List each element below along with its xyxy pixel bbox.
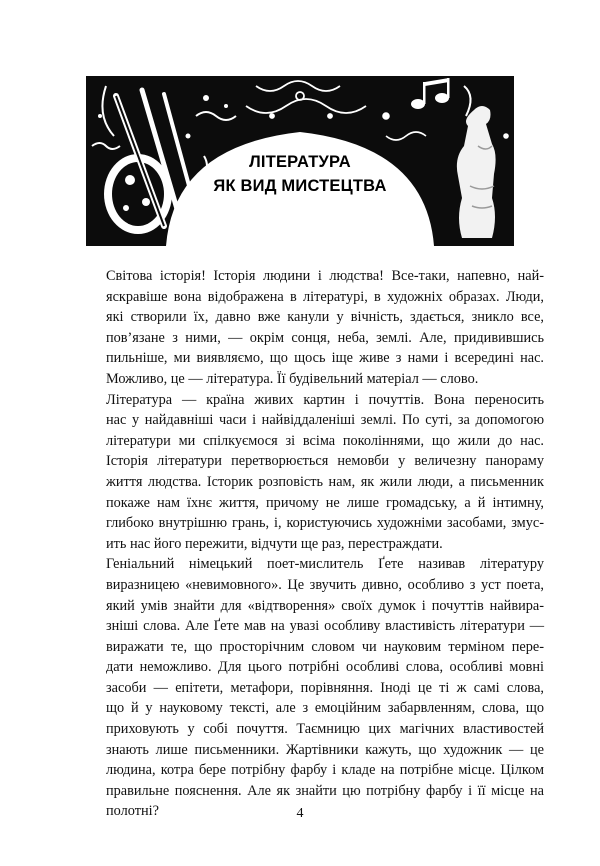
text-line: життя людства. Історик розповість нам, як жили люди, а письменник (106, 473, 544, 490)
text-line: які створили їх, давно вже канули у вічність, здається, зникло все, (106, 309, 544, 326)
text-line: глибоко внутрішню грань, і, користуючись художніми засобами, змус- (106, 515, 544, 532)
text-line: нас у найдавніші часи і найвіддаленіші землі. По суті, за допомогою (106, 412, 544, 429)
page-title (200, 150, 400, 198)
page-title-line-2: ЯК ВИД МИСТЕЦТВА (213, 177, 387, 195)
text-line: людина, котра бере потрібну фарбу і кладе на потрібне місце. Цілком (106, 762, 544, 779)
text-line: виразницею «невимовного». Це звучить дивно, особливо з уст поета, (106, 576, 544, 593)
text-line: Можливо, це — література. Її будівельний матеріал — слово. (106, 370, 479, 387)
text-line: засоби — епітети, метафори, порівняння. Іноді це ті ж самі слова, (106, 679, 544, 696)
text-line: який умів знайти для «відтворення» своїх думок і почуттів найвира- (106, 597, 544, 614)
article-body (84, 266, 544, 822)
paragraph-1 (84, 266, 544, 390)
text-line: зніші слова. Але Ґете мав на увазі особливу властивість літератури — (106, 618, 544, 635)
page-title-line-1: ЛІТЕРАТУРА (249, 153, 351, 171)
text-line: полотні? (106, 803, 159, 820)
paragraph-3 (84, 554, 544, 822)
text-line: приховують у собі почуття. Таємницю цих магічних властивостей (106, 721, 544, 738)
text-line: покаже нам їхнє життя, причому не лише громадську, а й інтимну, (106, 494, 544, 511)
text-line: ить нас його пережити, відчути ще раз, перестраждати. (106, 535, 443, 552)
text-line: дати неможливо. Для цього потрібні особливі слова, особливі мовні (106, 659, 544, 676)
text-line: виражати те, що просторічним словом чи науковим терміном пере- (106, 638, 544, 655)
text-line: пов’язане з ними, — окрім сонця, неба, землі. Але, придивившись (106, 329, 544, 346)
text-line: Література — країна живих картин і почуттів. Вона переносить (106, 391, 544, 408)
text-line: літератури ми спілкуємося зі всіма поколіннями, що жили до нас. (106, 432, 544, 449)
text-line: яскравіше вона відображена в літературі, в художніх образах. Люди, (106, 288, 544, 305)
text-line: Геніальний німецький поет-мислитель Ґете називав літературу (106, 556, 544, 573)
paragraph-2 (84, 390, 544, 555)
text-line: Світова історія! Історія людини і людства! Все-таки, напевно, най- (106, 268, 544, 284)
page-number: 4 (296, 806, 304, 821)
text-line: що й у науковому тексті, але з емоційним забарвленням, слова, що (106, 700, 544, 717)
text-line: Історія літератури перетворюється немовби у величезну панораму (106, 453, 544, 470)
text-line: пильніше, ми виявляємо, що щось іще живе з нами і всередині нас. (106, 350, 544, 367)
text-line: правильне пояснення. Але як знайти цю потрібну фарбу і її місце на (106, 782, 544, 799)
text-line: знають лише письменники. Жартівники кажуть, що художник — це (106, 741, 544, 758)
